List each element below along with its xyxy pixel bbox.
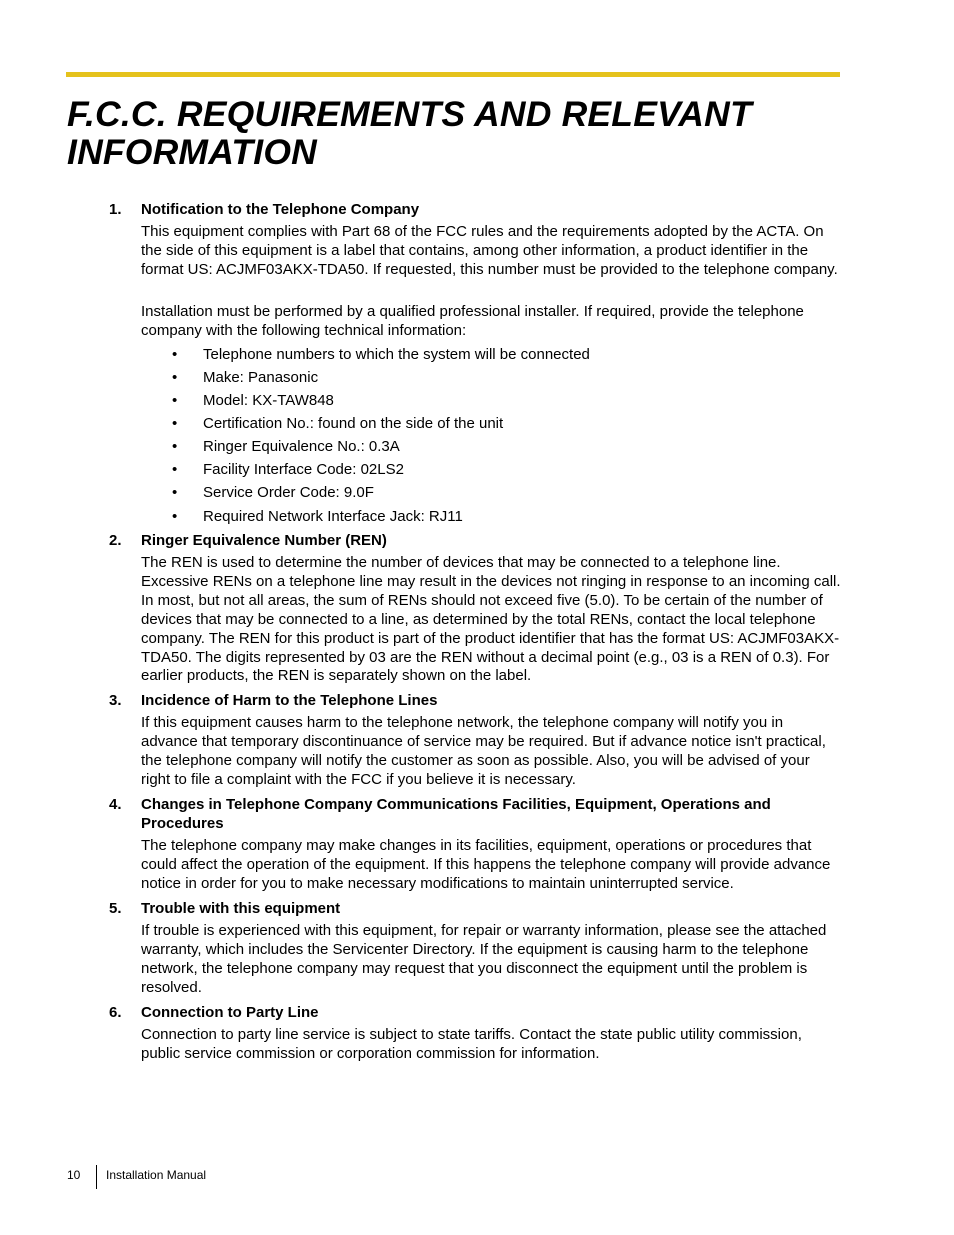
list-item-text: Service Order Code: 9.0F (203, 484, 374, 501)
bullet-icon: • (172, 346, 178, 363)
section-title: Ringer Equivalence Number (REN) (141, 532, 387, 549)
section-number: 3. (109, 692, 122, 709)
page-title: F.C.C. REQUIREMENTS AND RELEVANT INFORMATION (67, 94, 752, 172)
list-item (0, 345, 954, 364)
list-item-text: Required Network Interface Jack: RJ11 (203, 508, 463, 525)
section-paragraph: If this equipment causes harm to the telephone network, the telephone company will notify you in advance that temporary discontinuance of service may be required. But if advance notice isn't practical, the telephone company will notify the customer as soon as possible. Also, you will be advised of your right to file a complaint with the FCC if you believe it is necessary. (141, 714, 826, 788)
header-accent-rule (66, 72, 840, 77)
bullet-icon: • (172, 415, 178, 432)
section-paragraph: Installation must be performed by a qualified professional installer. If required, provide the telephone company with the following technical information: (141, 303, 804, 339)
section-title: Trouble with this equipment (141, 900, 341, 917)
section-paragraph: This equipment complies with Part 68 of the FCC rules and the requirements adopted by the ACTA. On the side of this equipment is a label that contains, among other information, a product identifier in the format US: ACJMF03AKX-TDA50. If requested, this number must be provided to the telephone company. (141, 223, 838, 278)
list-item (0, 368, 954, 387)
section-number: 2. (109, 532, 122, 549)
footer-page-number: 10 (67, 1168, 81, 1182)
bullet-icon: • (172, 438, 178, 455)
footer-label: Installation Manual (106, 1168, 207, 1182)
list-item-text: Ringer Equivalence No.: 0.3A (203, 438, 400, 455)
list-item-text: Certification No.: found on the side of the unit (203, 415, 504, 432)
list-item-text: Make: Panasonic (203, 369, 319, 386)
section-number: 6. (109, 1004, 122, 1021)
list-item (0, 414, 954, 433)
footer-divider (96, 1165, 97, 1189)
list-item-text: Model: KX-TAW848 (203, 392, 334, 409)
section-paragraph: If trouble is experienced with this equipment, for repair or warranty information, please see the attached warranty, which includes the Servicenter Directory. If the equipment is causing harm to the telephone network, the telephone company may request that you disconnect the equipment until the problem is resolved. (141, 922, 827, 996)
bullet-icon: • (172, 392, 178, 409)
list-item (0, 391, 954, 410)
section-number: 5. (109, 900, 122, 917)
section-number: 1. (109, 201, 122, 218)
section-paragraph: The telephone company may make changes in its facilities, equipment, operations or procedures that could affect the operation of the equipment. If this happens the telephone company will provide advance notice in order for you to make necessary modifications to maintain uninterrupted service. (141, 837, 831, 892)
section-title: Connection to Party Line (141, 1004, 319, 1021)
list-item-text: Facility Interface Code: 02LS2 (203, 461, 404, 478)
bullet-icon: • (172, 461, 178, 478)
bullet-icon: • (172, 508, 178, 525)
bullet-icon: • (172, 484, 178, 501)
section-paragraph: Connection to party line service is subject to state tariffs. Contact the state public utility commission, public service commission or corporation commission for information. (141, 1026, 802, 1062)
list-item (0, 437, 954, 456)
section-title: Incidence of Harm to the Telephone Lines (141, 692, 438, 709)
list-item-text: Telephone numbers to which the system will be connected (203, 346, 590, 363)
list-item (0, 460, 954, 479)
list-item (0, 483, 954, 502)
section-paragraph: The REN is used to determine the number of devices that may be connected to a telephone line. Excessive RENs on a telephone line may result in the devices not ringing in response to an incoming call. In most, but not all areas, the sum of RENs should not exceed five (5.0). To be certain of the number of devices that may be connected to a line, as determined by the total RENs, contact the local telephone company. The REN for this product is part of the product identifier that has the format US: ACJMF03AKX-TDA50. The digits represented by 03 are the REN without a decimal point (e.g., 03 is a REN of 0.3). For earlier products, the REN is separately shown on the label. (141, 554, 841, 685)
section-title: Notification to the Telephone Company (141, 201, 420, 218)
section-title: Changes in Telephone Company Communications Facilities, Equipment, Operations and Procedures (141, 796, 771, 832)
bullet-icon: • (172, 369, 178, 386)
list-item (0, 507, 954, 526)
section-number: 4. (109, 796, 122, 813)
